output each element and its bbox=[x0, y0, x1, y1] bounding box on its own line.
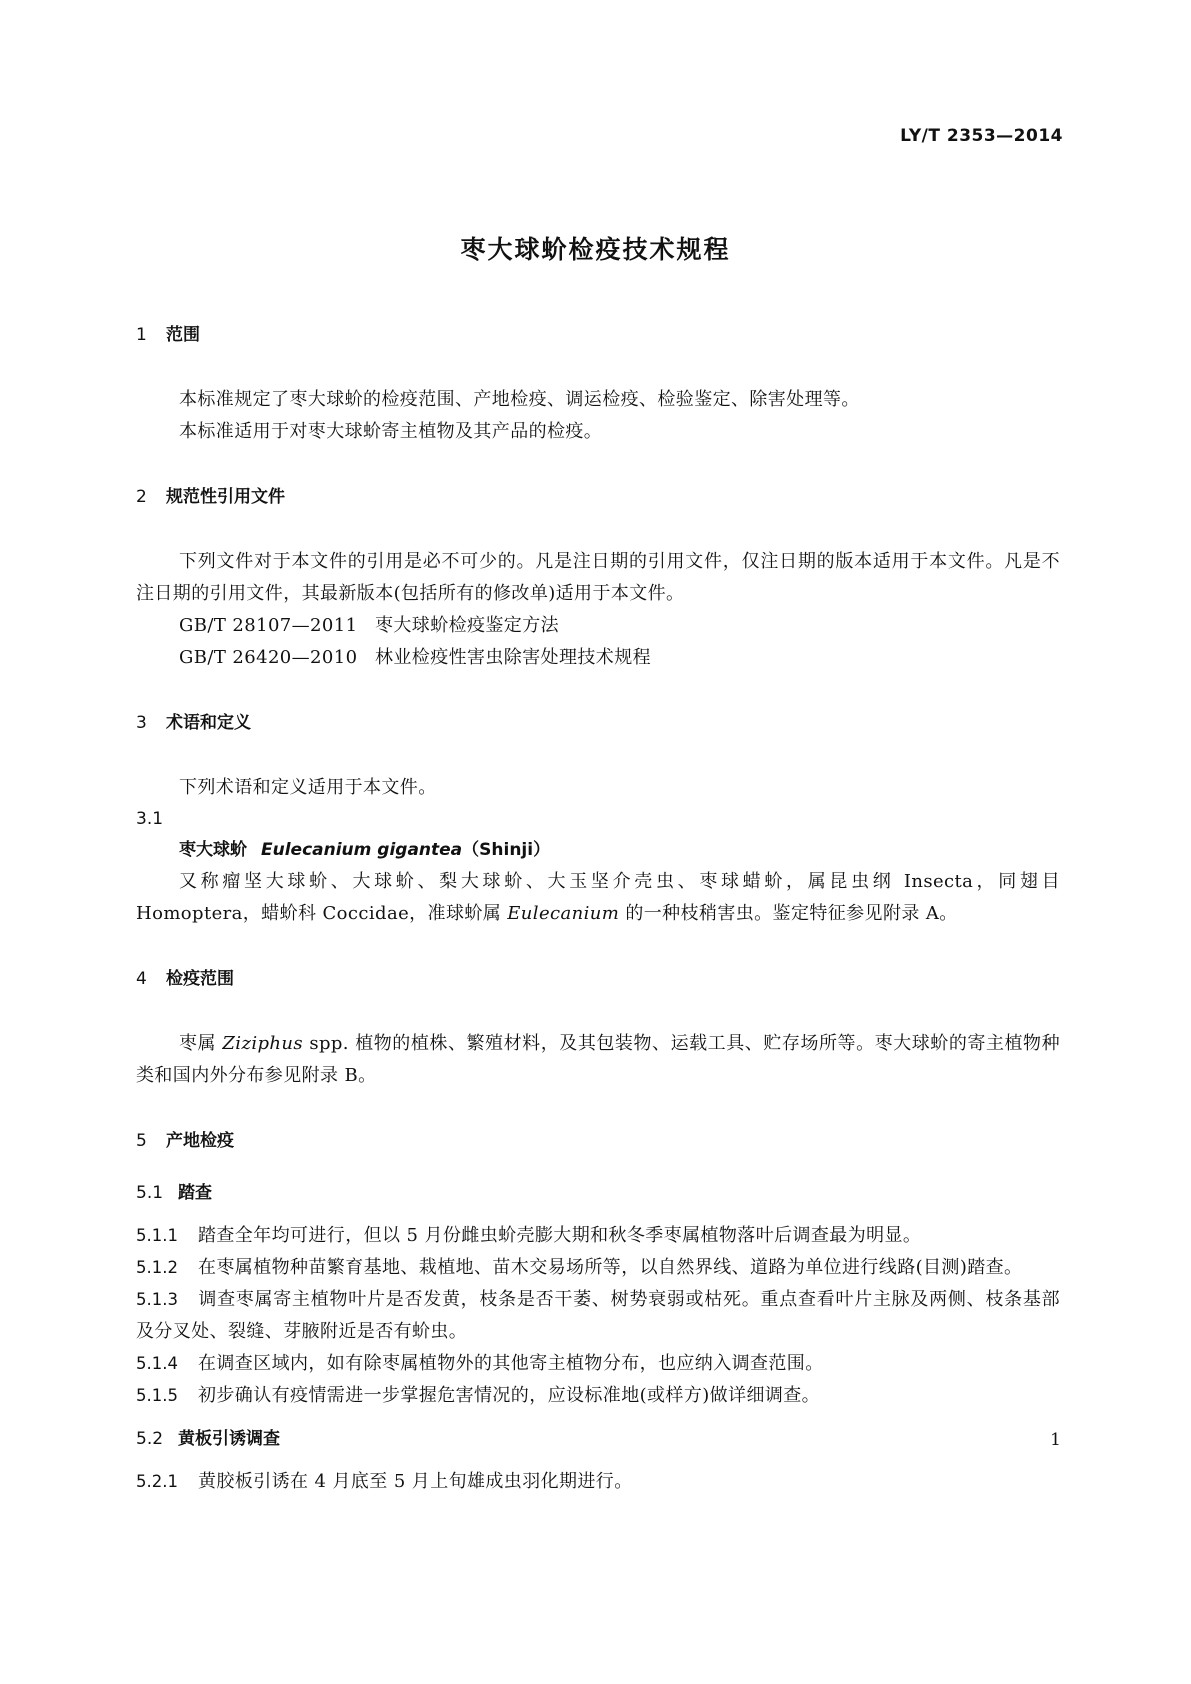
clause bbox=[136, 1252, 1060, 1284]
term-name bbox=[136, 834, 1060, 866]
clause-text: 初步确认有疫情需进一步掌握危害情况的，应设标准地(或样方)做详细调查。 bbox=[198, 1385, 821, 1406]
term-number: 3.1 bbox=[136, 809, 164, 829]
section-number: 4 bbox=[136, 969, 147, 989]
clause bbox=[136, 1220, 1060, 1252]
paragraph-text: spp. 植物的植株、繁殖材料，及其包装物、运载工具、贮存场所等。枣大球蚧的寄主植物种类和国内外分布参见附录 B。 bbox=[136, 1033, 1061, 1086]
section-number: 3 bbox=[136, 713, 147, 733]
term-latin-name: Eulecanium gigantea bbox=[261, 840, 463, 860]
subsection-heading-yellow-board bbox=[136, 1424, 1060, 1454]
section-title: 范围 bbox=[166, 325, 200, 345]
subsection-title: 黄板引诱调查 bbox=[178, 1429, 280, 1449]
clause-number: 5.1.4 bbox=[136, 1354, 178, 1373]
reference-name: 枣大球蚧检疫鉴定方法 bbox=[375, 615, 559, 636]
section-title: 检疫范围 bbox=[166, 969, 234, 989]
paragraph: 下列文件对于本文件的引用是必不可少的。凡是注日期的引用文件，仅注日期的版本适用于本文件。凡是不注日期的引用文件，其最新版本(包括所有的修改单)适用于本文件。 bbox=[136, 551, 1060, 604]
document-body bbox=[136, 320, 1060, 1498]
paragraph: 本标准规定了枣大球蚧的检疫范围、产地检疫、调运检疫、检验鉴定、除害处理等。 bbox=[179, 389, 860, 410]
reference-code: GB/T 28107—2011 bbox=[179, 615, 358, 636]
clause-number: 5.1.5 bbox=[136, 1386, 178, 1405]
section-heading-normative-references bbox=[136, 482, 1060, 512]
genus-name: Ziziphus bbox=[222, 1033, 304, 1054]
section-heading-origin-quarantine bbox=[136, 1126, 1060, 1156]
clause-number: 5.1.2 bbox=[136, 1258, 178, 1277]
subsection-number: 5.2 bbox=[136, 1429, 164, 1449]
clause-number: 5.1.3 bbox=[136, 1290, 178, 1309]
clause bbox=[136, 1380, 1060, 1412]
paragraph: 本标准适用于对枣大球蚧寄主植物及其产品的检疫。 bbox=[179, 421, 603, 442]
paragraph-text: 枣属 bbox=[179, 1033, 223, 1054]
genus-name: Eulecanium bbox=[507, 903, 620, 924]
standard-code: LY/T 2353—2014 bbox=[900, 126, 1063, 146]
clause-text: 踏查全年均可进行，但以 5 月份雌虫蚧壳膨大期和秋冬季枣属植物落叶后调查最为明显。 bbox=[198, 1225, 922, 1246]
reference-item bbox=[136, 642, 1060, 674]
paragraph bbox=[136, 1028, 1060, 1092]
clause-text: 调查枣属寄主植物叶片是否发黄，枝条是否干萎、树势衰弱或枯死。重点查看叶片主脉及两侧、枝条基部及分叉处、裂缝、芽腋附近是否有蚧虫。 bbox=[136, 1289, 1060, 1342]
section-heading-scope bbox=[136, 320, 1060, 350]
section-number: 5 bbox=[136, 1131, 147, 1151]
term-author: （Shinji） bbox=[462, 840, 551, 860]
section-number: 2 bbox=[136, 487, 147, 507]
term-chinese-name: 枣大球蚧 bbox=[179, 840, 247, 860]
paragraph: 下列术语和定义适用于本文件。 bbox=[179, 777, 437, 798]
clause bbox=[136, 1348, 1060, 1380]
section-title: 产地检疫 bbox=[166, 1131, 234, 1151]
reference-name: 林业检疫性害虫除害处理技术规程 bbox=[375, 647, 651, 668]
clause-number: 5.1.1 bbox=[136, 1226, 178, 1245]
reference-item bbox=[136, 610, 1060, 642]
subsection-title: 踏查 bbox=[178, 1183, 212, 1203]
section-heading-quarantine-scope bbox=[136, 964, 1060, 994]
clause-text: 在枣属植物种苗繁育基地、栽植地、苗木交易场所等，以自然界线、道路为单位进行线路(目测)踏查。 bbox=[198, 1257, 1023, 1278]
section-number: 1 bbox=[136, 325, 147, 345]
section-title: 术语和定义 bbox=[166, 713, 251, 733]
clause bbox=[136, 1466, 1060, 1498]
definition-text: 的一种枝稍害虫。鉴定特征参见附录 A。 bbox=[619, 903, 958, 924]
subsection-number: 5.1 bbox=[136, 1183, 164, 1203]
definition-text: 又称瘤坚大球蚧、大球蚧、梨大球蚧、大玉坚介壳虫、枣球蜡蚧，属昆虫纲 Insecta，同翅目 Homoptera，蜡蚧科 Coccidae，准球蚧属 bbox=[136, 871, 1060, 924]
term-definition bbox=[136, 866, 1060, 930]
section-title: 规范性引用文件 bbox=[166, 487, 285, 507]
subsection-heading-survey bbox=[136, 1178, 1060, 1208]
page-number: 1 bbox=[1050, 1430, 1061, 1450]
reference-code: GB/T 26420—2010 bbox=[179, 647, 358, 668]
clause-text: 在调查区域内，如有除枣属植物外的其他寄主植物分布，也应纳入调查范围。 bbox=[198, 1353, 824, 1374]
clause-number: 5.2.1 bbox=[136, 1472, 178, 1491]
clause bbox=[136, 1284, 1060, 1348]
section-heading-terms bbox=[136, 708, 1060, 738]
clause-text: 黄胶板引诱在 4 月底至 5 月上旬雄成虫羽化期进行。 bbox=[198, 1471, 633, 1492]
document-title: 枣大球蚧检疫技术规程 bbox=[460, 235, 731, 264]
